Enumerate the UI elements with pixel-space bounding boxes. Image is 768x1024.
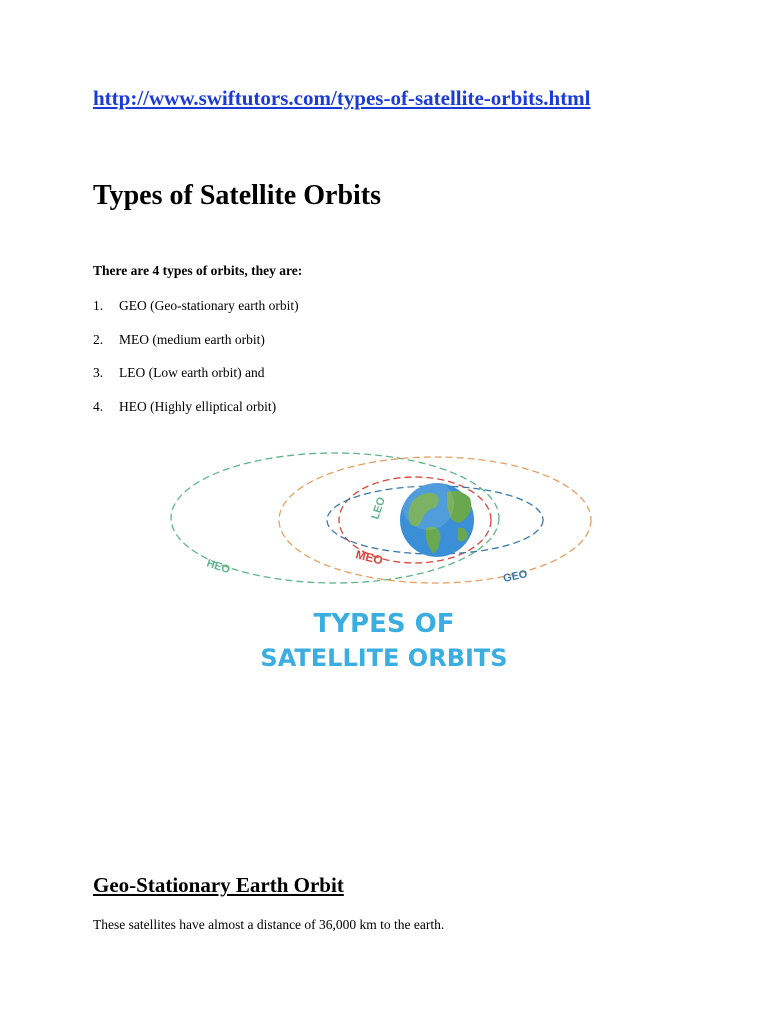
list-item: [93, 365, 299, 399]
geo-label: GEO: [502, 568, 529, 585]
orbits-diagram: [160, 440, 610, 690]
list-number: 4.: [93, 398, 104, 414]
list-text: HEO (Highly elliptical orbit): [119, 398, 277, 414]
source-link[interactable]: http://www.swiftutors.com/types-of-satellite-orbits.html: [93, 86, 591, 110]
leo-label: LEO: [369, 495, 388, 521]
meo-label: MEO: [354, 547, 385, 568]
section-heading: Geo-Stationary Earth Orbit: [93, 873, 344, 897]
diagram-caption-line2: SATELLITE ORBITS: [260, 644, 508, 672]
list-number: 3.: [93, 365, 104, 380]
heo-label: HEO: [205, 557, 232, 577]
list-text: MEO (medium earth orbit): [119, 331, 265, 347]
list-text: GEO (Geo-stationary earth orbit): [119, 298, 299, 313]
orbit-types-list: [93, 298, 299, 432]
list-item: [93, 332, 299, 366]
section-paragraph: These satellites have almost a distance of 36,000 km to the earth.: [93, 917, 445, 932]
earth-icon: [400, 478, 474, 557]
page-title: Types of Satellite Orbits: [93, 180, 382, 211]
list-text: LEO (Low earth orbit) and: [119, 365, 265, 380]
list-item: [93, 298, 299, 332]
list-number: 1.: [93, 298, 104, 313]
list-number: 2.: [93, 331, 104, 347]
list-item: [93, 399, 299, 433]
intro-text: There are 4 types of orbits, they are:: [93, 263, 303, 278]
diagram-caption-line1: TYPES OF: [313, 609, 455, 639]
